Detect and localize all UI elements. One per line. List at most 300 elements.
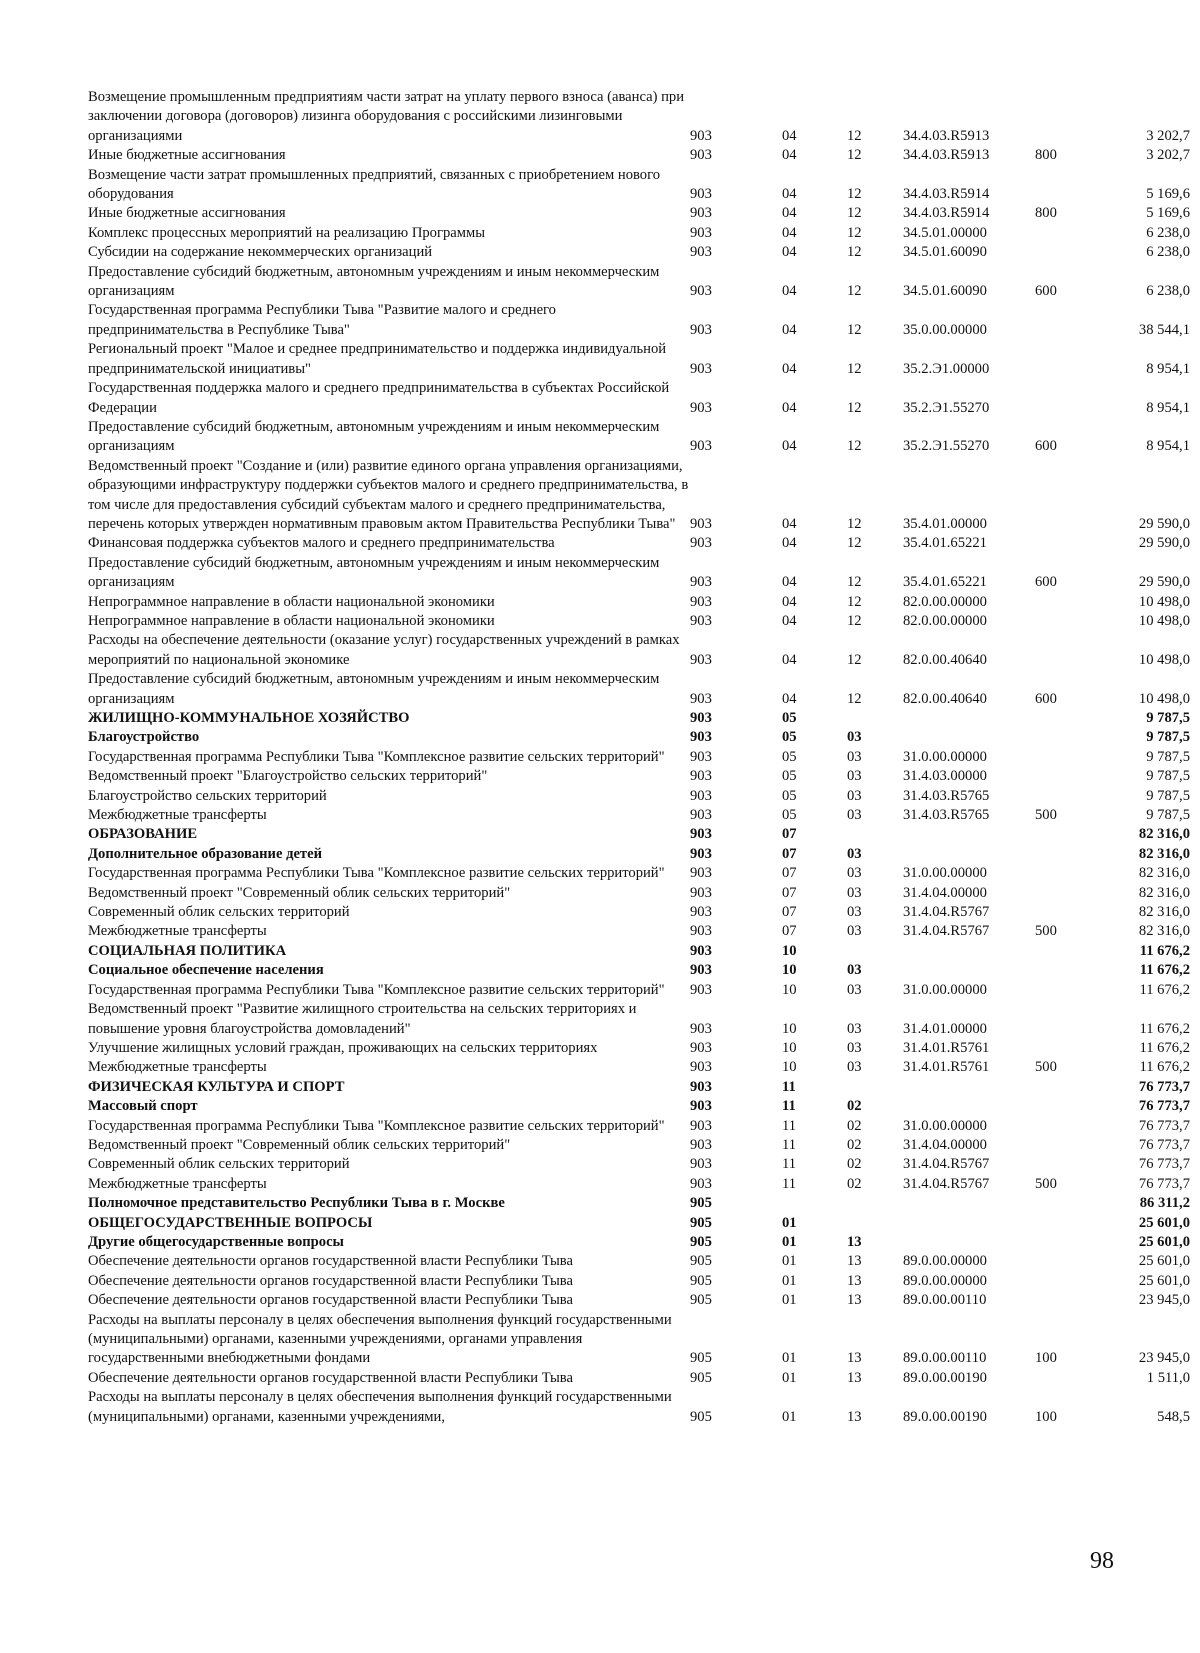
table-row: [88, 457, 1190, 535]
cell-sum: 6 238,0: [1146, 283, 1190, 300]
cell-code: 34.4.03.R5913: [903, 147, 990, 164]
row-name: Обеспечение деятельности органов государственной власти Республики Тыва: [88, 1272, 573, 1289]
cell-s2: 02: [847, 1156, 862, 1173]
cell-code: 31.0.00.00000: [903, 981, 987, 998]
cell-sum: 76 773,7: [1138, 1117, 1190, 1134]
row-name: Государственная программа Республики Тыва "Комплексное развитие сельских территорий": [88, 748, 665, 765]
row-name: Межбюджетные трансферты: [88, 807, 267, 824]
cell-s1: 10: [782, 1059, 797, 1076]
cell-sum: 9 787,5: [1146, 787, 1190, 804]
cell-sum: 25 601,0: [1138, 1214, 1190, 1231]
cell-s1: 04: [782, 612, 797, 629]
cell-s1: 04: [782, 321, 797, 338]
row-name: Современный облик сельских территорий: [88, 904, 350, 921]
cell-sum: 23 945,0: [1138, 1292, 1190, 1309]
cell-sum: 9 787,5: [1146, 729, 1190, 746]
cell-sum: 38 544,1: [1138, 321, 1190, 338]
cell-code: 31.4.04.00000: [903, 884, 987, 901]
cell-s2: 03: [847, 845, 862, 862]
cell-s1: 01: [782, 1408, 797, 1425]
cell-vr: 600: [1035, 690, 1057, 707]
cell-code: 31.4.01.R5761: [903, 1059, 990, 1076]
cell-g: 903: [690, 147, 712, 164]
cell-code: 34.4.03.R5913: [903, 127, 990, 144]
cell-code: 89.0.00.00000: [903, 1272, 987, 1289]
table-row: [88, 748, 1190, 767]
row-name: Межбюджетные трансферты: [88, 1175, 267, 1192]
table-row: [88, 1155, 1190, 1174]
cell-code: 31.4.04.R5767: [903, 1175, 990, 1192]
cell-s1: 04: [782, 186, 797, 203]
cell-g: 905: [690, 1214, 712, 1231]
cell-code: 31.0.00.00000: [903, 865, 987, 882]
cell-s2: 03: [847, 807, 862, 824]
cell-code: 82.0.00.40640: [903, 651, 987, 668]
cell-s2: 03: [847, 923, 862, 940]
cell-s2: 03: [847, 1059, 862, 1076]
table-row: [88, 981, 1190, 1000]
cell-sum: 11 676,2: [1139, 1020, 1190, 1037]
cell-sum: 10 498,0: [1138, 593, 1190, 610]
row-name: ОБЩЕГОСУДАРСТВЕННЫЕ ВОПРОСЫ: [88, 1214, 373, 1231]
row-name: Иные бюджетные ассигнования: [88, 205, 286, 222]
cell-g: 903: [690, 1098, 712, 1115]
row-name: Ведомственный проект "Современный облик сельских территорий": [88, 1136, 511, 1153]
cell-s2: 12: [847, 127, 862, 144]
cell-s1: 05: [782, 787, 797, 804]
cell-s2: 03: [847, 962, 862, 979]
cell-s1: 04: [782, 515, 797, 532]
cell-vr: 100: [1035, 1350, 1057, 1367]
row-name: Возмещение части затрат промышленных предприятий, связанных с приобретением нового оборудования: [88, 166, 660, 203]
row-name: Финансовая поддержка субъектов малого и среднего предпринимательства: [88, 535, 555, 552]
cell-s1: 05: [782, 729, 797, 746]
row-name: Государственная программа Республики Тыва "Развитие малого и среднего предпринимательства в Республике Тыва": [88, 302, 556, 338]
cell-s2: 12: [847, 612, 862, 629]
cell-s1: 11: [782, 1175, 797, 1192]
cell-s2: 12: [847, 438, 862, 455]
cell-sum: 82 316,0: [1138, 923, 1190, 940]
table-row: [88, 1117, 1190, 1136]
cell-g: 903: [690, 360, 712, 377]
cell-code: 82.0.00.00000: [903, 593, 987, 610]
cell-s2: 13: [847, 1369, 862, 1386]
cell-vr: 500: [1035, 1175, 1057, 1192]
table-row: [88, 942, 1190, 961]
row-name: Массовый спорт: [88, 1098, 198, 1115]
cell-code: 35.4.01.00000: [903, 515, 987, 532]
cell-s2: 02: [847, 1117, 862, 1134]
cell-s2: 12: [847, 205, 862, 222]
cell-sum: 29 590,0: [1138, 515, 1190, 532]
cell-s2: 03: [847, 981, 862, 998]
cell-vr: 500: [1035, 1059, 1057, 1076]
row-name: Ведомственный проект "Благоустройство сельских территорий": [88, 768, 488, 785]
row-name: Современный облик сельских территорий: [88, 1156, 350, 1173]
cell-sum: 76 773,7: [1138, 1098, 1190, 1115]
row-name: Предоставление субсидий бюджетным, автономным учреждениям и иным некоммерческим организациям: [88, 671, 660, 707]
row-name: Улучшение жилищных условий граждан, проживающих на сельских территориях: [88, 1039, 598, 1056]
cell-sum: 10 498,0: [1138, 651, 1190, 668]
cell-sum: 82 316,0: [1138, 845, 1190, 862]
cell-code: 89.0.00.00110: [903, 1292, 987, 1309]
row-name: Государственная поддержка малого и среднего предпринимательства в субъектах Российской Федерации: [88, 380, 670, 416]
cell-s1: 04: [782, 438, 797, 455]
row-name: Ведомственный проект "Создание и (или) развитие единого органа управления организациями, образующими инфраструктуру поддержки субъектов малого и среднего предпринимательства, в том числе для предоставления субсидий субъектам малого и среднего предпринимательства, перечень которых утвержден нормативным правовым актом Правительства Республики Тыва": [88, 457, 689, 532]
cell-s2: 03: [847, 1039, 862, 1056]
cell-vr: 500: [1035, 923, 1057, 940]
cell-code: 31.4.03.R5765: [903, 787, 990, 804]
cell-s1: 04: [782, 690, 797, 707]
row-name: Благоустройство: [88, 729, 200, 746]
cell-g: 903: [690, 904, 712, 921]
cell-s2: 13: [847, 1292, 862, 1309]
cell-sum: 76 773,7: [1138, 1078, 1190, 1095]
table-row: [88, 554, 1190, 593]
table-row: [88, 1272, 1190, 1291]
cell-s2: 12: [847, 515, 862, 532]
cell-s2: 13: [847, 1272, 862, 1289]
table-row: [88, 1214, 1190, 1233]
cell-s1: 04: [782, 593, 797, 610]
cell-code: 89.0.00.00110: [903, 1350, 987, 1367]
cell-g: 903: [690, 224, 712, 241]
cell-sum: 5 169,6: [1146, 205, 1190, 222]
cell-g: 903: [690, 981, 712, 998]
cell-g: 903: [690, 710, 712, 726]
cell-s1: 04: [782, 574, 797, 591]
cell-s1: 07: [782, 923, 797, 940]
cell-sum: 9 787,5: [1146, 807, 1190, 824]
cell-g: 903: [690, 186, 712, 203]
cell-sum: 5 169,6: [1146, 186, 1190, 203]
row-name: Непрограммное направление в области национальной экономики: [88, 612, 495, 629]
cell-code: 31.4.03.R5765: [903, 807, 990, 824]
cell-g: 903: [690, 1078, 712, 1095]
cell-sum: 8 954,1: [1146, 438, 1190, 455]
cell-sum: 9 787,5: [1146, 768, 1190, 785]
cell-g: 903: [690, 1175, 712, 1192]
cell-s1: 11: [782, 1117, 797, 1134]
cell-g: 903: [690, 962, 712, 979]
row-name: Межбюджетные трансферты: [88, 923, 267, 940]
cell-g: 903: [690, 768, 712, 785]
cell-g: 905: [690, 1233, 712, 1250]
cell-g: 905: [690, 1350, 712, 1367]
cell-s1: 07: [782, 845, 797, 862]
cell-s2: 12: [847, 399, 862, 416]
table-row: [88, 243, 1190, 262]
cell-s2: 02: [847, 1136, 862, 1153]
table-row: [88, 961, 1190, 980]
row-name: Предоставление субсидий бюджетным, автономным учреждениям и иным некоммерческим организациям: [88, 418, 660, 455]
cell-sum: 29 590,0: [1138, 535, 1190, 552]
cell-s2: 12: [847, 574, 862, 591]
cell-s2: 12: [847, 593, 862, 610]
row-name: Полномочное представительство Республики Тыва в г. Москве: [88, 1195, 505, 1212]
cell-s2: 03: [847, 1020, 862, 1037]
table-row: [88, 709, 1190, 728]
cell-g: 903: [690, 321, 712, 338]
cell-sum: 11 676,2: [1139, 962, 1190, 979]
cell-code: 35.2.Э1.00000: [903, 360, 990, 377]
table-row: [88, 1058, 1190, 1077]
cell-sum: 6 238,0: [1146, 224, 1190, 241]
cell-vr: 800: [1035, 147, 1057, 164]
table-row: [88, 593, 1190, 612]
cell-s1: 07: [782, 865, 797, 882]
cell-s2: 12: [847, 147, 862, 164]
table-row: [88, 864, 1190, 883]
table-row: [88, 301, 1190, 340]
cell-vr: 800: [1035, 205, 1057, 222]
table-row: [88, 631, 1190, 670]
table-row: [88, 379, 1190, 418]
cell-vr: 600: [1035, 438, 1057, 455]
cell-s1: 05: [782, 768, 797, 785]
cell-code: 34.4.03.R5914: [903, 186, 990, 203]
cell-code: 34.5.01.60090: [903, 244, 987, 261]
cell-s1: 10: [782, 942, 797, 959]
cell-code: 31.4.04.00000: [903, 1136, 987, 1153]
cell-g: 905: [690, 1408, 712, 1425]
cell-g: 903: [690, 205, 712, 222]
cell-code: 35.4.01.65221: [903, 574, 987, 591]
cell-s2: 13: [847, 1350, 862, 1367]
cell-code: 31.4.01.R5761: [903, 1039, 990, 1056]
cell-s2: 12: [847, 186, 862, 203]
cell-sum: 29 590,0: [1138, 574, 1190, 591]
cell-g: 903: [690, 690, 712, 707]
table-row: [88, 1194, 1190, 1213]
cell-s1: 04: [782, 651, 797, 668]
cell-g: 903: [690, 748, 712, 765]
row-name: Ведомственный проект "Развитие жилищного строительства на сельских территориях и повышение уровня благоустройства домовладений": [88, 1001, 637, 1037]
cell-g: 903: [690, 787, 712, 804]
table-row: [88, 670, 1190, 709]
cell-s2: 02: [847, 1098, 862, 1115]
cell-g: 903: [690, 612, 712, 629]
budget-table: [88, 88, 1190, 1427]
cell-s1: 11: [782, 1078, 796, 1095]
row-name: Государственная программа Республики Тыва "Комплексное развитие сельских территорий": [88, 1117, 665, 1134]
table-row: [88, 845, 1190, 864]
row-name: ФИЗИЧЕСКАЯ КУЛЬТУРА И СПОРТ: [88, 1078, 345, 1095]
table-row: [88, 340, 1190, 379]
cell-sum: 10 498,0: [1138, 612, 1190, 629]
cell-s1: 10: [782, 1020, 797, 1037]
cell-code: 34.5.01.00000: [903, 224, 987, 241]
cell-s1: 01: [782, 1253, 797, 1270]
table-row: [88, 1252, 1190, 1271]
cell-g: 903: [690, 651, 712, 668]
cell-s1: 05: [782, 710, 797, 726]
row-name: Социальное обеспечение населения: [88, 962, 324, 979]
table-row: [88, 1369, 1190, 1388]
table-row: [88, 1291, 1190, 1310]
cell-sum: 9 787,5: [1146, 748, 1190, 765]
cell-g: 903: [690, 865, 712, 882]
cell-g: 905: [690, 1272, 712, 1289]
cell-sum: 11 676,2: [1139, 1059, 1190, 1076]
cell-code: 35.2.Э1.55270: [903, 438, 990, 455]
cell-s1: 01: [782, 1369, 797, 1386]
row-name: Благоустройство сельских территорий: [88, 787, 327, 804]
row-name: Возмещение промышленным предприятиям части затрат на уплату первого взноса (аванса) при заключении договора (договоров) лизинга оборудования с российскими лизинговыми организациями: [88, 89, 685, 144]
row-name: Межбюджетные трансферты: [88, 1059, 267, 1076]
cell-g: 903: [690, 1136, 712, 1153]
cell-s1: 01: [782, 1350, 797, 1367]
cell-vr: 600: [1035, 283, 1057, 300]
cell-g: 903: [690, 807, 712, 824]
cell-sum: 10 498,0: [1138, 690, 1190, 707]
table-row: [88, 1000, 1190, 1039]
row-name: ЖИЛИЩНО-КОММУНАЛЬНОЕ ХОЗЯЙСТВО: [88, 710, 410, 726]
cell-code: 34.5.01.60090: [903, 283, 987, 300]
cell-s2: 12: [847, 224, 862, 241]
cell-sum: 1 511,0: [1146, 1369, 1190, 1386]
row-name: Непрограммное направление в области национальной экономики: [88, 593, 495, 610]
row-name: Обеспечение деятельности органов государственной власти Республики Тыва: [88, 1253, 573, 1270]
row-name: Иные бюджетные ассигнования: [88, 147, 286, 164]
row-name: ОБРАЗОВАНИЕ: [88, 826, 198, 843]
table-row: [88, 204, 1190, 223]
cell-s1: 04: [782, 224, 797, 241]
cell-s1: 05: [782, 748, 797, 765]
row-name: Государственная программа Республики Тыва "Комплексное развитие сельских территорий": [88, 981, 665, 998]
cell-g: 905: [690, 1195, 712, 1212]
row-name: Субсидии на содержание некоммерческих организаций: [88, 244, 433, 261]
cell-g: 903: [690, 884, 712, 901]
table-row: [88, 418, 1190, 457]
cell-s1: 04: [782, 535, 797, 552]
cell-s2: 13: [847, 1233, 862, 1250]
cell-s1: 04: [782, 127, 797, 144]
cell-s2: 12: [847, 690, 862, 707]
cell-sum: 82 316,0: [1138, 826, 1190, 843]
cell-sum: 25 601,0: [1138, 1272, 1190, 1289]
cell-g: 903: [690, 826, 712, 843]
table-row: [88, 1388, 1190, 1427]
cell-g: 903: [690, 1156, 712, 1173]
cell-code: 34.4.03.R5914: [903, 205, 990, 222]
cell-code: 89.0.00.00190: [903, 1369, 987, 1386]
cell-g: 903: [690, 515, 712, 532]
cell-sum: 76 773,7: [1138, 1136, 1190, 1153]
table-row: [88, 806, 1190, 825]
cell-code: 31.4.03.00000: [903, 768, 987, 785]
row-name: СОЦИАЛЬНАЯ ПОЛИТИКА: [88, 942, 287, 959]
cell-s2: 12: [847, 360, 862, 377]
table-row: [88, 166, 1190, 205]
cell-sum: 82 316,0: [1138, 904, 1190, 921]
cell-sum: 11 676,2: [1139, 981, 1190, 998]
cell-sum: 548,5: [1157, 1408, 1190, 1425]
cell-s1: 01: [782, 1272, 797, 1289]
cell-s1: 04: [782, 399, 797, 416]
cell-s1: 07: [782, 826, 797, 843]
cell-sum: 76 773,7: [1138, 1156, 1190, 1173]
table-row: [88, 728, 1190, 747]
table-row: [88, 146, 1190, 165]
table-row: [88, 224, 1190, 243]
page-number: 98: [1090, 1548, 1114, 1574]
cell-s2: 03: [847, 729, 862, 746]
cell-s1: 05: [782, 807, 797, 824]
cell-s1: 11: [782, 1098, 796, 1115]
cell-g: 903: [690, 1039, 712, 1056]
cell-s1: 04: [782, 147, 797, 164]
cell-sum: 11 676,2: [1139, 942, 1190, 959]
cell-sum: 76 773,7: [1138, 1175, 1190, 1192]
row-name: Обеспечение деятельности органов государственной власти Республики Тыва: [88, 1292, 573, 1309]
cell-g: 903: [690, 729, 712, 746]
table-row: [88, 1233, 1190, 1252]
cell-g: 905: [690, 1292, 712, 1309]
table-row: [88, 1097, 1190, 1116]
cell-g: 905: [690, 1369, 712, 1386]
cell-code: 35.4.01.65221: [903, 535, 987, 552]
table-row: [88, 1175, 1190, 1194]
cell-s2: 03: [847, 748, 862, 765]
cell-g: 903: [690, 942, 712, 959]
cell-s1: 10: [782, 1039, 797, 1056]
cell-vr: 500: [1035, 807, 1057, 824]
cell-s1: 11: [782, 1136, 797, 1153]
cell-g: 903: [690, 438, 712, 455]
table-row: [88, 903, 1190, 922]
cell-sum: 82 316,0: [1138, 884, 1190, 901]
table-row: [88, 1078, 1190, 1097]
table-row: [88, 825, 1190, 844]
cell-s1: 07: [782, 904, 797, 921]
cell-code: 31.0.00.00000: [903, 748, 987, 765]
cell-g: 905: [690, 1253, 712, 1270]
table-row: [88, 1039, 1190, 1058]
cell-g: 903: [690, 399, 712, 416]
cell-code: 31.4.04.R5767: [903, 1156, 990, 1173]
cell-s2: 02: [847, 1175, 862, 1192]
cell-vr: 100: [1035, 1408, 1057, 1425]
table-row: [88, 1311, 1190, 1369]
cell-g: 903: [690, 535, 712, 552]
cell-s1: 04: [782, 205, 797, 222]
cell-code: 35.0.00.00000: [903, 321, 987, 338]
row-name: Расходы на выплаты персоналу в целях обеспечения выполнения функций государственными (муниципальными) органами, казенными учреждениями, органами управления государственными внебюджетными фондами: [88, 1311, 672, 1367]
cell-s2: 12: [847, 321, 862, 338]
cell-sum: 23 945,0: [1138, 1350, 1190, 1367]
table-row: [88, 612, 1190, 631]
cell-s1: 04: [782, 360, 797, 377]
cell-sum: 8 954,1: [1146, 399, 1190, 416]
cell-code: 89.0.00.00190: [903, 1408, 987, 1425]
cell-s1: 07: [782, 884, 797, 901]
cell-s2: 03: [847, 884, 862, 901]
cell-s1: 04: [782, 283, 797, 300]
cell-s2: 03: [847, 865, 862, 882]
table-row: [88, 263, 1190, 302]
cell-sum: 6 238,0: [1146, 244, 1190, 261]
cell-s2: 12: [847, 535, 862, 552]
cell-code: 31.4.04.R5767: [903, 923, 990, 940]
cell-s1: 01: [782, 1292, 797, 1309]
row-name: Обеспечение деятельности органов государственной власти Республики Тыва: [88, 1369, 573, 1386]
cell-sum: 3 202,7: [1146, 127, 1190, 144]
table-row: [88, 767, 1190, 786]
cell-s2: 03: [847, 904, 862, 921]
cell-s1: 10: [782, 962, 797, 979]
row-name: Расходы на выплаты персоналу в целях обеспечения выполнения функций государственными (муниципальными) органами, казенными учреждениями,: [88, 1389, 672, 1425]
